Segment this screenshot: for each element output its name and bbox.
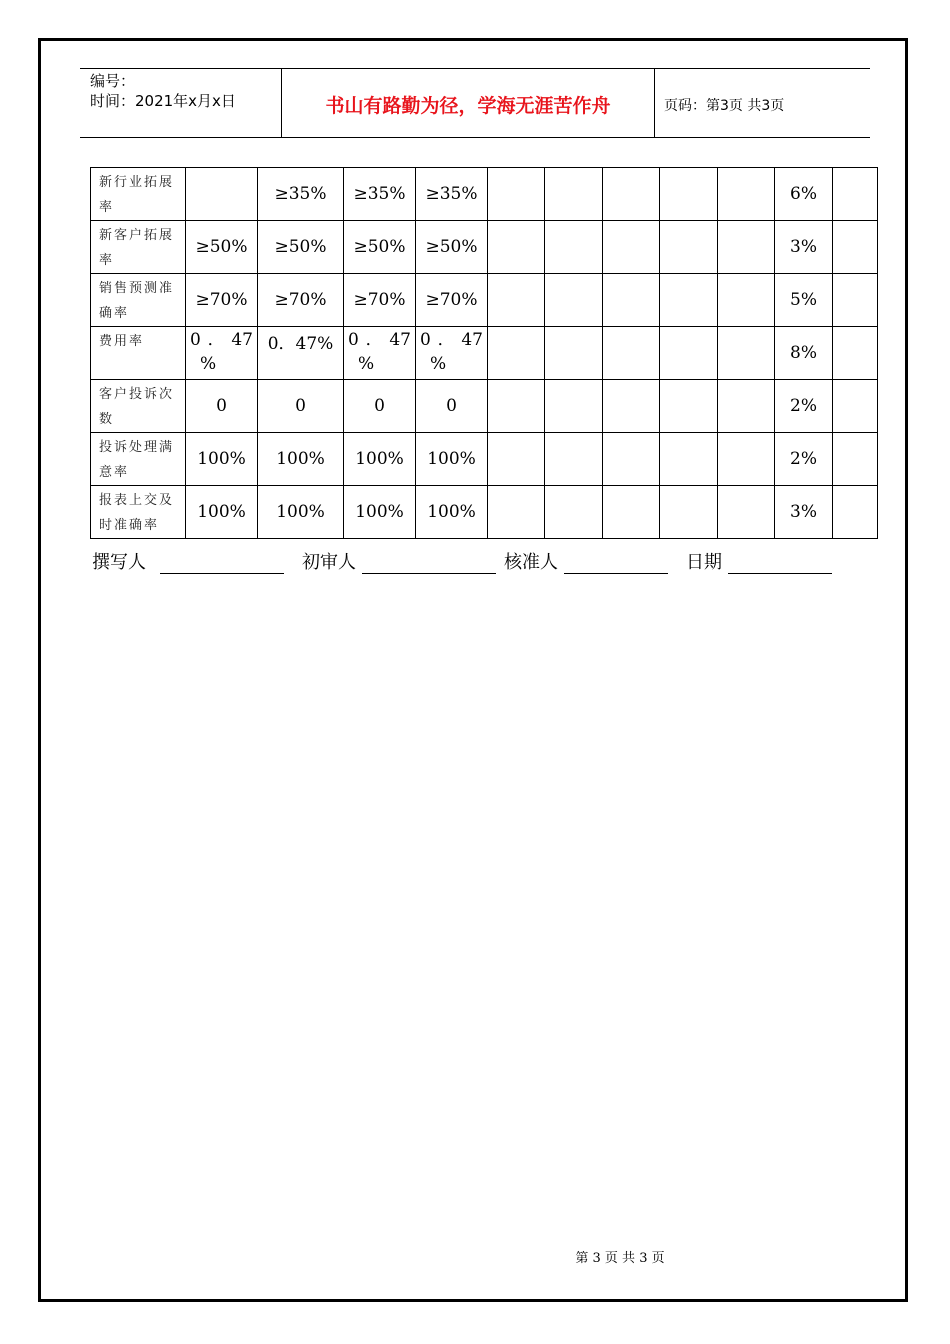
metric-name-cell: 投诉处理满意率 <box>91 433 186 486</box>
weight-cell: 2% <box>775 380 833 433</box>
empty-cell <box>718 486 775 539</box>
metric-name-cell: 报表上交及时准确率 <box>91 486 186 539</box>
rate-value: 0．47 <box>348 330 411 350</box>
reviewer-label: 初审人 <box>302 552 356 573</box>
signature-reviewer <box>302 548 496 574</box>
empty-cell <box>833 380 878 433</box>
metric-name-cell: 销售预测准确率 <box>91 274 186 327</box>
metric-name-cell: 费用率 <box>91 327 186 380</box>
header-page-info: 页码：第3页 共3页 <box>664 98 785 114</box>
empty-cell <box>545 380 603 433</box>
empty-cell <box>488 433 545 486</box>
target-cell: ≥70% <box>186 274 258 327</box>
target-cell <box>186 168 258 221</box>
empty-cell <box>718 168 775 221</box>
target-cell: 0 <box>258 380 344 433</box>
empty-cell <box>718 274 775 327</box>
empty-cell <box>660 274 718 327</box>
target-cell: 0．47% <box>258 327 344 380</box>
empty-cell <box>603 380 660 433</box>
target-cell: ≥50% <box>186 221 258 274</box>
empty-cell <box>603 274 660 327</box>
empty-cell <box>718 221 775 274</box>
approver-label: 核准人 <box>504 552 558 573</box>
rate-unit: % <box>430 354 447 374</box>
page-header <box>80 68 870 138</box>
target-cell: ≥50% <box>416 221 488 274</box>
header-meta <box>90 71 236 111</box>
target-cell: 0 <box>186 380 258 433</box>
weight-cell: 5% <box>775 274 833 327</box>
empty-cell <box>488 274 545 327</box>
table-row <box>91 380 878 433</box>
target-cell: ≥35% <box>416 168 488 221</box>
empty-cell <box>545 274 603 327</box>
weight-cell: 3% <box>775 221 833 274</box>
weight-cell: 8% <box>775 327 833 380</box>
table-row <box>91 221 878 274</box>
signature-writer <box>92 548 284 574</box>
signature-date <box>686 548 832 574</box>
target-cell: 0 <box>416 380 488 433</box>
kpi-table <box>90 167 878 539</box>
signature-approver <box>504 548 668 574</box>
empty-cell <box>833 486 878 539</box>
rate-value: 0．47 <box>190 330 253 350</box>
empty-cell <box>833 168 878 221</box>
empty-cell <box>545 327 603 380</box>
empty-cell <box>660 327 718 380</box>
empty-cell <box>603 221 660 274</box>
empty-cell <box>545 221 603 274</box>
table-row <box>91 274 878 327</box>
target-cell: ≥50% <box>344 221 416 274</box>
header-motto: 书山有路勤为径，学海无涯苦作舟 <box>325 95 611 117</box>
target-cell: 100% <box>258 433 344 486</box>
metric-name-cell: 新客户拓展率 <box>91 221 186 274</box>
empty-cell <box>660 486 718 539</box>
table-row <box>91 433 878 486</box>
target-cell: ≥70% <box>416 274 488 327</box>
target-cell <box>344 327 416 380</box>
target-cell <box>416 327 488 380</box>
weight-cell: 6% <box>775 168 833 221</box>
empty-cell <box>718 433 775 486</box>
empty-cell <box>545 486 603 539</box>
target-cell: ≥70% <box>344 274 416 327</box>
target-cell: 100% <box>416 433 488 486</box>
weight-cell: 3% <box>775 486 833 539</box>
target-cell: 100% <box>344 486 416 539</box>
rate-unit: % <box>358 354 375 374</box>
rate-value: 0．47 <box>420 330 483 350</box>
target-cell: 0 <box>344 380 416 433</box>
page-footer: 第 3 页 共 3 页 <box>575 1251 665 1266</box>
serial-label: 编号： <box>90 72 136 90</box>
date-line[interactable] <box>728 553 832 574</box>
date-label: 日期 <box>686 552 722 573</box>
empty-cell <box>488 221 545 274</box>
kpi-table-body <box>91 168 878 539</box>
empty-cell <box>545 168 603 221</box>
header-divider <box>654 69 655 137</box>
empty-cell <box>603 168 660 221</box>
metric-name-cell: 新行业拓展率 <box>91 168 186 221</box>
weight-cell: 2% <box>775 433 833 486</box>
empty-cell <box>488 486 545 539</box>
writer-line[interactable] <box>160 553 284 574</box>
table-row <box>91 327 878 380</box>
target-cell: ≥35% <box>258 168 344 221</box>
metric-name-cell: 客户投诉次数 <box>91 380 186 433</box>
target-cell: 100% <box>344 433 416 486</box>
empty-cell <box>488 380 545 433</box>
time-label: 时间：2021年x月x日 <box>90 92 236 110</box>
empty-cell <box>603 486 660 539</box>
table-row <box>91 168 878 221</box>
empty-cell <box>603 327 660 380</box>
target-cell: ≥70% <box>258 274 344 327</box>
writer-label: 撰写人 <box>92 552 146 573</box>
empty-cell <box>718 380 775 433</box>
empty-cell <box>488 327 545 380</box>
empty-cell <box>660 380 718 433</box>
approver-line[interactable] <box>564 553 668 574</box>
target-cell: 100% <box>186 433 258 486</box>
target-cell: ≥35% <box>344 168 416 221</box>
target-cell: ≥50% <box>258 221 344 274</box>
rate-unit: % <box>200 354 217 374</box>
empty-cell <box>545 433 603 486</box>
empty-cell <box>833 221 878 274</box>
target-cell <box>186 327 258 380</box>
empty-cell <box>718 327 775 380</box>
empty-cell <box>488 168 545 221</box>
empty-cell <box>660 221 718 274</box>
empty-cell <box>833 433 878 486</box>
empty-cell <box>833 327 878 380</box>
reviewer-line[interactable] <box>362 553 496 574</box>
empty-cell <box>660 168 718 221</box>
table-row <box>91 486 878 539</box>
empty-cell <box>833 274 878 327</box>
empty-cell <box>660 433 718 486</box>
target-cell: 100% <box>416 486 488 539</box>
empty-cell <box>603 433 660 486</box>
target-cell: 100% <box>258 486 344 539</box>
target-cell: 100% <box>186 486 258 539</box>
